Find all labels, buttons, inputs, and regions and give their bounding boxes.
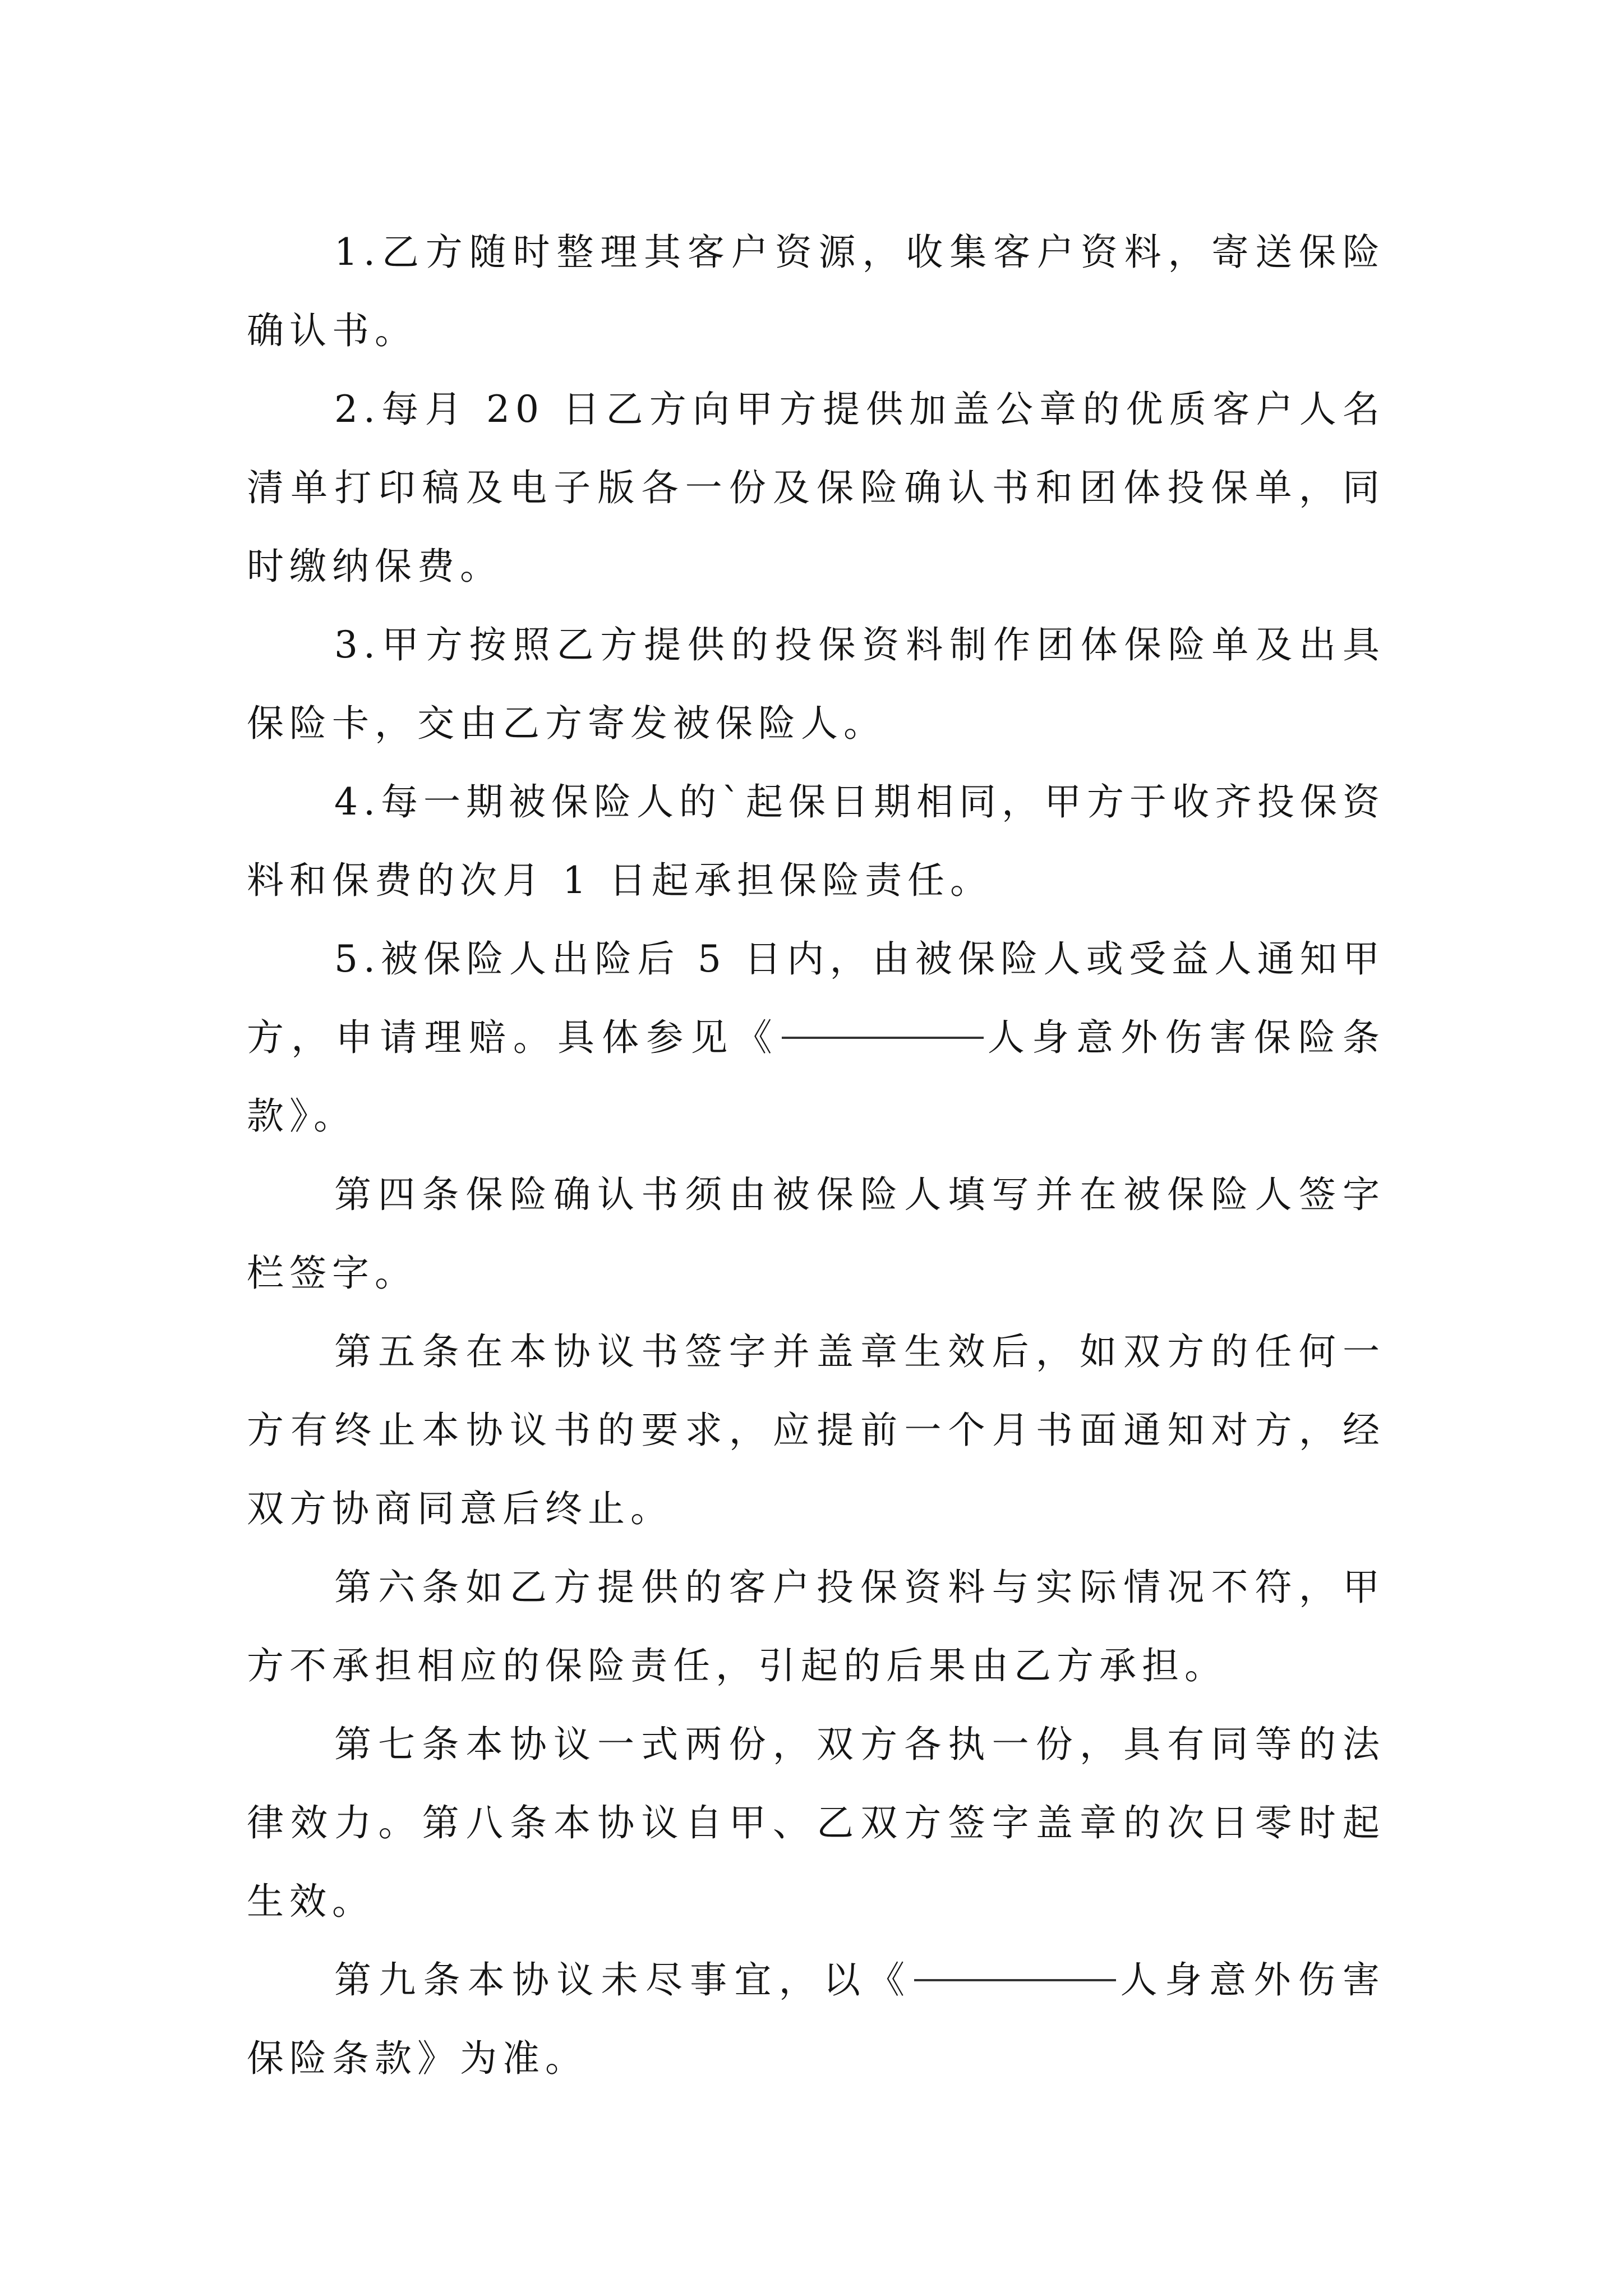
clause-item-4: 4.每一期被保险人的`起保日期相同，甲方于收齐投保资料和保费的次月 1 日起承担保险责任。 — [247, 780, 1385, 902]
clause-item-5-text-after: 人身意外伤害保险条款》。 — [247, 1016, 1386, 1138]
fill-in-blank-line — [914, 1978, 1116, 1981]
article-9-text-before: 第九条本协议未尽事宜，以《 — [334, 1958, 912, 2001]
clause-item-2: 2.每月 20 日乙方向甲方提供加盖公章的优质客户人名清单打印稿及电子版各一份及保险确认书和团体投保单，同时缴纳保费。 — [247, 388, 1385, 588]
article-9-text-after: 人身意外伤害保险条款》为准。 — [247, 1958, 1386, 2080]
article-5: 第五条在本协议书签字并盖章生效后，如双方的任何一方有终止本协议书的要求，应提前一个月书面通知对方，经双方协商同意后终止。 — [247, 1330, 1385, 1530]
article-6: 第六条如乙方提供的客户投保资料与实际情况不符，甲方不承担相应的保险责任，引起的后果由乙方承担。 — [247, 1566, 1385, 1687]
article-4: 第四条保险确认书须由被保险人填写并在被保险人签字栏签字。 — [247, 1173, 1385, 1295]
document-body — [247, 213, 1385, 2098]
clause-item-5-text-before: 5.被保险人出险后 5 日内，由被保险人或受益人通知甲方，申请理赔。具体参见《 — [247, 937, 1385, 1059]
article-9 — [247, 1941, 1385, 2098]
fill-in-blank-line — [782, 1036, 984, 1039]
clause-item-3: 3.甲方按照乙方提供的投保资料制作团体保险单及出具保险卡，交由乙方寄发被保险人。 — [247, 623, 1385, 745]
article-7-8: 第七条本协议一式两份，双方各执一份，具有同等的法律效力。第八条本协议自甲、乙双方签字盖章的次日零时起生效。 — [247, 1723, 1385, 1923]
clause-item-5 — [247, 920, 1385, 1156]
clause-item-1: 1.乙方随时整理其客户资源，收集客户资料，寄送保险确认书。 — [247, 231, 1385, 352]
